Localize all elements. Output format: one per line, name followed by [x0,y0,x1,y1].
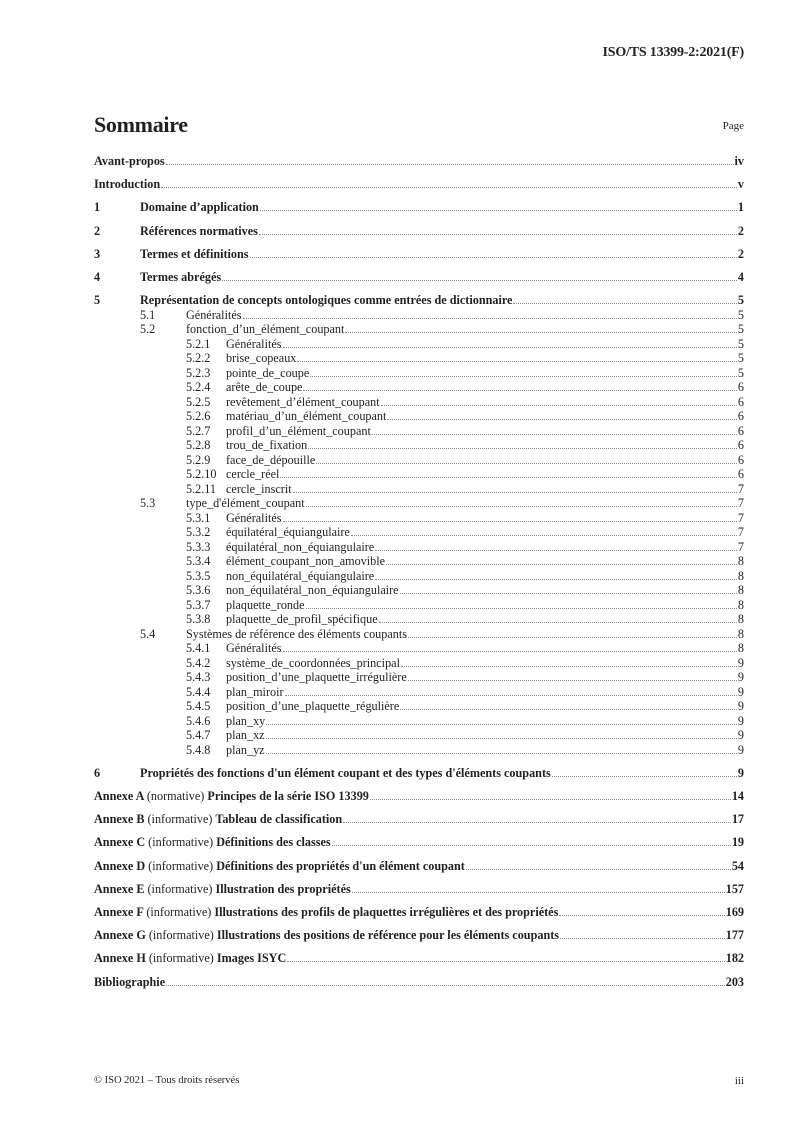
annex-title: Illustration des propriétés [215,882,351,896]
toc-entry-title: équilatéral_équiangulaire [226,526,350,540]
toc-entry[interactable] [94,642,744,655]
toc-entry-title: trou_de_fixation [226,439,308,453]
dot-leader [401,666,737,667]
toc-entry-title: Systèmes de référence des éléments coupants [186,627,407,641]
annex-title-group [94,952,286,965]
page-column-label: Page [722,120,744,132]
toc-bibliography-entry[interactable] [94,976,744,989]
toc-entry[interactable] [94,367,744,380]
toc-entry-page: 177 [725,928,744,943]
toc-entry-title: Généralités [226,337,282,351]
annex-label: Annexe A [94,790,144,803]
toc-entry-page: 7 [737,496,744,511]
annex-title: Définitions des classes [216,836,331,850]
dot-leader [283,521,737,522]
toc-entry-number: 5.2.4 [186,380,211,395]
toc-entry-page: 8 [737,554,744,569]
toc-entry[interactable] [94,512,744,525]
toc-entry-title: face_de_dépouille [226,453,316,467]
toc-entry-page: 7 [737,481,744,496]
toc-entry[interactable] [94,323,744,336]
annex-title-group [94,929,559,942]
annex-title-group [94,883,351,896]
toc-entry-page: 8 [737,612,744,627]
dot-leader [345,332,737,333]
dot-leader [266,738,737,739]
annex-label: Annexe D [94,859,146,873]
dot-leader [287,961,724,962]
toc-entry-number: 5.3.5 [186,568,211,583]
toc-entry[interactable] [94,178,744,191]
toc-entry-page: 9 [737,655,744,670]
dot-leader [260,210,737,211]
toc-entry[interactable] [94,454,744,467]
toc-entry-page: 9 [737,765,744,780]
toc-entry-page: 182 [725,951,744,966]
toc-entry-title: élément_coupant_non_amovible [226,555,386,569]
dot-leader [559,915,724,916]
toc-entry-page: iv [734,154,744,168]
toc-entry-page: 5 [737,336,744,351]
toc-entry[interactable] [94,410,744,423]
toc-entry-number: 5.2 [140,322,156,337]
annex-title-group [94,906,558,919]
toc-entry[interactable] [94,271,744,284]
toc-entry[interactable] [94,225,744,238]
toc-entry-title: Propriétés des fonctions d'un élément coupant et des types d'éléments coupants [140,766,551,780]
toc-entry-page: 9 [737,670,744,685]
toc-entry-page: 6 [737,467,744,482]
toc-entry-number: 5 [94,293,101,308]
table-of-contents [94,155,744,989]
toc-entry[interactable] [94,541,744,554]
toc-entry[interactable] [94,671,744,684]
annex-label: Annexe F [94,905,144,919]
toc-entry[interactable] [94,155,744,168]
toc-entry-title: Généralités [226,642,282,656]
toc-entry-page: 14 [731,789,744,803]
toc-entry[interactable] [94,425,744,438]
toc-entry-number: 5.3.4 [186,554,211,569]
dot-leader [308,448,737,449]
page-number: iii [734,1075,744,1087]
toc-entry[interactable] [94,483,744,496]
toc-entry-title: Généralités [226,511,282,525]
toc-entry-page: 169 [725,904,744,919]
toc-annex-entry[interactable] [94,883,744,896]
toc-annex-entry[interactable] [94,906,744,919]
toc-annex-entry[interactable] [94,952,744,965]
toc-entry-page: 6 [737,394,744,409]
toc-annex-entry[interactable] [94,836,744,849]
toc-entry-title: pointe_de_coupe [226,366,310,380]
toc-entry-page: 2 [737,223,744,238]
annex-label: Annexe E [94,882,145,896]
toc-entry-title: cercle_réel [226,468,280,482]
dot-leader [306,506,737,507]
annex-title: Illustrations des profils de plaquettes irrégulières et des propriétés [214,905,559,919]
annex-type: (informative) [146,905,212,919]
toc-entry-page: 9 [737,742,744,757]
dot-leader [166,164,734,165]
toc-entry-number: 5.2.7 [186,423,211,438]
toc-entry-title: fonction_d’un_élément_coupant [186,323,345,337]
toc-entry[interactable] [94,352,744,365]
toc-entry[interactable] [94,439,744,452]
toc-entry-number: 5.3.8 [186,612,211,627]
toc-entry-title: Bibliographie [94,975,166,989]
dot-leader [513,303,736,304]
toc-entry-title: Termes et définitions [140,247,249,261]
toc-entry-title: Termes abrégés [140,270,222,284]
toc-entry-page: 5 [737,365,744,380]
dot-leader [293,492,737,493]
toc-entry-page: 8 [737,568,744,583]
toc-entry[interactable] [94,526,744,539]
toc-entry-title: plan_xz [226,729,265,743]
toc-entry-number: 5.4.3 [186,670,211,685]
dot-leader [375,579,737,580]
dot-leader [280,477,736,478]
toc-entry-page: 9 [737,684,744,699]
toc-entry-number: 5.4.2 [186,655,211,670]
toc-entry[interactable] [94,729,744,742]
toc-entry[interactable] [94,294,744,307]
toc-entry-page: 203 [725,974,744,989]
page-title: Sommaire [94,112,188,137]
dot-leader [332,845,731,846]
toc-entry-page: 17 [731,812,744,827]
dot-leader [285,695,737,696]
toc-entry-number: 4 [94,269,101,284]
toc-entry-title: cercle_inscrit [226,482,292,496]
annex-type: (informative) [147,882,213,896]
toc-entry[interactable] [94,338,744,351]
dot-leader [375,550,737,551]
toc-entry-page: 54 [731,858,744,873]
toc-entry-title: plan_yz [226,743,265,757]
toc-entry-page: 6 [737,423,744,438]
toc-entry-title: Représentation de concepts ontologiques comme entrées de dictionnaire [140,294,513,308]
annex-title: Illustrations des positions de référence pour les éléments coupants [216,929,560,943]
annex-type: (informative) [148,952,214,966]
toc-entry[interactable] [94,584,744,597]
toc-entry-page: 5 [737,307,744,322]
toc-entry-title: Introduction [94,178,161,192]
toc-entry-title: plaquette_ronde [226,598,305,612]
toc-entry-title: Domaine d’application [140,201,259,215]
toc-entry[interactable] [94,599,744,612]
annex-label: Annexe G [94,929,146,943]
annex-label: Annexe B [94,813,145,827]
toc-entry-title: type_d'élément_coupant [186,497,305,511]
dot-leader [560,938,725,939]
toc-annex-entry[interactable] [94,813,744,826]
dot-leader [303,390,736,391]
toc-entry-title: équilatéral_non_équiangulaire [226,540,375,554]
toc-entry[interactable] [94,715,744,728]
toc-entry-page: 8 [737,641,744,656]
toc-entry-page: 6 [737,409,744,424]
toc-entry-page: 8 [737,583,744,598]
toc-entry-page: 7 [737,525,744,540]
toc-entry-page: 7 [737,539,744,554]
dot-leader [372,434,737,435]
toc-entry[interactable] [94,468,744,481]
dot-leader [259,234,737,235]
toc-entry-number: 5.2.8 [186,438,211,453]
toc-entry-number: 6 [94,765,101,780]
toc-entry-page: 5 [737,293,744,308]
annex-type: (normative) [146,790,205,803]
toc-entry-page: 9 [737,699,744,714]
toc-entry[interactable] [94,396,744,409]
toc-entry[interactable] [94,657,744,670]
dot-leader [381,405,737,406]
toc-annex-entry[interactable] [94,929,744,942]
dot-leader [408,637,737,638]
annex-title-group [94,860,465,873]
toc-entry-page: 4 [737,269,744,284]
toc-entry-number: 5.4.6 [186,713,211,728]
annex-title-group [94,836,331,849]
dot-leader [466,869,731,870]
toc-entry-title: non_équilatéral_non_équiangulaire [226,584,399,598]
toc-entry-page: 6 [737,452,744,467]
dot-leader [400,593,737,594]
dot-leader [408,680,737,681]
toc-entry-page: 157 [725,881,744,896]
toc-entry[interactable] [94,248,744,261]
toc-entry-title: Avant-propos [94,155,165,168]
annex-title-group [94,813,342,826]
toc-entry[interactable] [94,686,744,699]
dot-leader [316,463,737,464]
toc-entry-page: v [737,177,744,192]
dot-leader [387,419,736,420]
toc-entry-page: 5 [737,351,744,366]
toc-entry-title: revêtement_d’élément_coupant [226,395,380,409]
annex-type: (informative) [148,859,214,873]
dot-leader [283,651,737,652]
toc-entry[interactable] [94,628,744,641]
annex-title: Définitions des propriétés d'un élément coupant [216,859,465,873]
annex-type: (informative) [148,929,214,943]
toc-entry-title: brise_copeaux [226,352,297,366]
toc-entry-number: 5.2.10 [186,467,217,482]
toc-entry-page: 6 [737,438,744,453]
dot-leader [552,776,737,777]
copyright-footer: © ISO 2021 – Tous droits réservés [94,1075,240,1086]
toc-entry-number: 5.4.1 [186,641,211,656]
toc-entry-number: 5.2.11 [186,481,217,496]
dot-leader [161,187,737,188]
toc-entry-page: 5 [737,322,744,337]
dot-leader [386,564,737,565]
toc-entry-number: 5.4.7 [186,728,211,743]
toc-entry-number: 5.4.4 [186,684,211,699]
toc-entry-page: 8 [737,597,744,612]
toc-entry[interactable] [94,744,744,757]
toc-entry[interactable] [94,555,744,568]
toc-entry-number: 5.3.7 [186,597,211,612]
toc-entry[interactable] [94,381,744,394]
toc-entry-page: 7 [737,510,744,525]
annex-title: Images ISYC [216,952,287,966]
dot-leader [310,376,737,377]
dot-leader [166,985,725,986]
toc-entry-title: position_d’une_plaquette_régulière [226,700,400,714]
document-id: ISO/TS 13399-2:2021(F) [602,45,744,60]
toc-entry-page: 19 [731,835,744,850]
toc-entry-number: 5.2.3 [186,365,211,380]
dot-leader [352,892,725,893]
dot-leader [379,622,737,623]
annex-label: Annexe H [94,952,146,966]
toc-entry-title: Généralités [186,308,242,322]
annex-title: Tableau de classification [215,813,343,827]
toc-entry-number: 5.2.6 [186,409,211,424]
toc-entry-title: plan_xy [226,714,266,728]
toc-entry-number: 5.2.1 [186,336,211,351]
toc-entry-page: 1 [737,200,744,215]
toc-entry[interactable] [94,700,744,713]
dot-leader [283,347,737,348]
dot-leader [343,822,731,823]
toc-entry[interactable] [94,767,744,780]
toc-entry-page: 2 [737,246,744,261]
dot-leader [400,709,737,710]
toc-entry[interactable] [94,201,744,214]
toc-entry-title: plaquette_de_profil_spécifique [226,613,378,627]
toc-entry[interactable] [94,613,744,626]
annex-label: Annexe C [94,836,146,850]
annex-type: (informative) [148,836,214,850]
dot-leader [370,799,731,800]
dot-leader [243,318,737,319]
toc-entry-title: position_d’une_plaquette_irrégulière [226,671,407,685]
dot-leader [250,257,737,258]
toc-entry-number: 5.4.5 [186,699,211,714]
toc-entry[interactable] [94,497,744,510]
toc-entry-title: arête_de_coupe [226,381,303,395]
annex-title-group [94,790,369,803]
toc-entry-number: 3 [94,246,101,261]
toc-entry-title: plan_miroir [226,685,284,699]
toc-entry-page: 8 [737,626,744,641]
toc-entry-title: système_de_coordonnées_principal [226,656,400,670]
toc-annex-entry[interactable] [94,860,744,873]
toc-entry-number: 5.4.8 [186,742,211,757]
toc-entry-number: 5.1 [140,307,156,322]
dot-leader [222,280,737,281]
toc-entry-number: 5.3.6 [186,583,211,598]
toc-entry-number: 2 [94,223,101,238]
toc-entry-number: 5.3 [140,496,156,511]
dot-leader [266,724,737,725]
toc-entry-title: Références normatives [140,224,258,238]
annex-title: Principes de la série ISO 13399 [207,790,369,803]
toc-entry-number: 1 [94,200,101,215]
toc-entry[interactable] [94,309,744,322]
dot-leader [266,753,737,754]
toc-entry-number: 5.2.9 [186,452,211,467]
toc-entry-page: 9 [737,713,744,728]
toc-entry-number: 5.3.1 [186,510,211,525]
dot-leader [297,361,737,362]
toc-entry-title: profil_d’un_élément_coupant [226,424,371,438]
toc-entry-title: matériau_d’un_élément_coupant [226,410,387,424]
toc-entry-title: non_équilatéral_équiangulaire [226,569,375,583]
dot-leader [351,535,737,536]
toc-entry-number: 5.2.5 [186,394,211,409]
annex-type: (informative) [147,813,213,827]
toc-annex-entry[interactable] [94,790,744,803]
toc-entry-number: 5.4 [140,626,156,641]
toc-entry-page: 9 [737,728,744,743]
toc-entry[interactable] [94,570,744,583]
toc-entry-number: 5.3.3 [186,539,211,554]
toc-entry-page: 6 [737,380,744,395]
toc-entry-number: 5.3.2 [186,525,211,540]
toc-entry-number: 5.2.2 [186,351,211,366]
dot-leader [306,608,737,609]
